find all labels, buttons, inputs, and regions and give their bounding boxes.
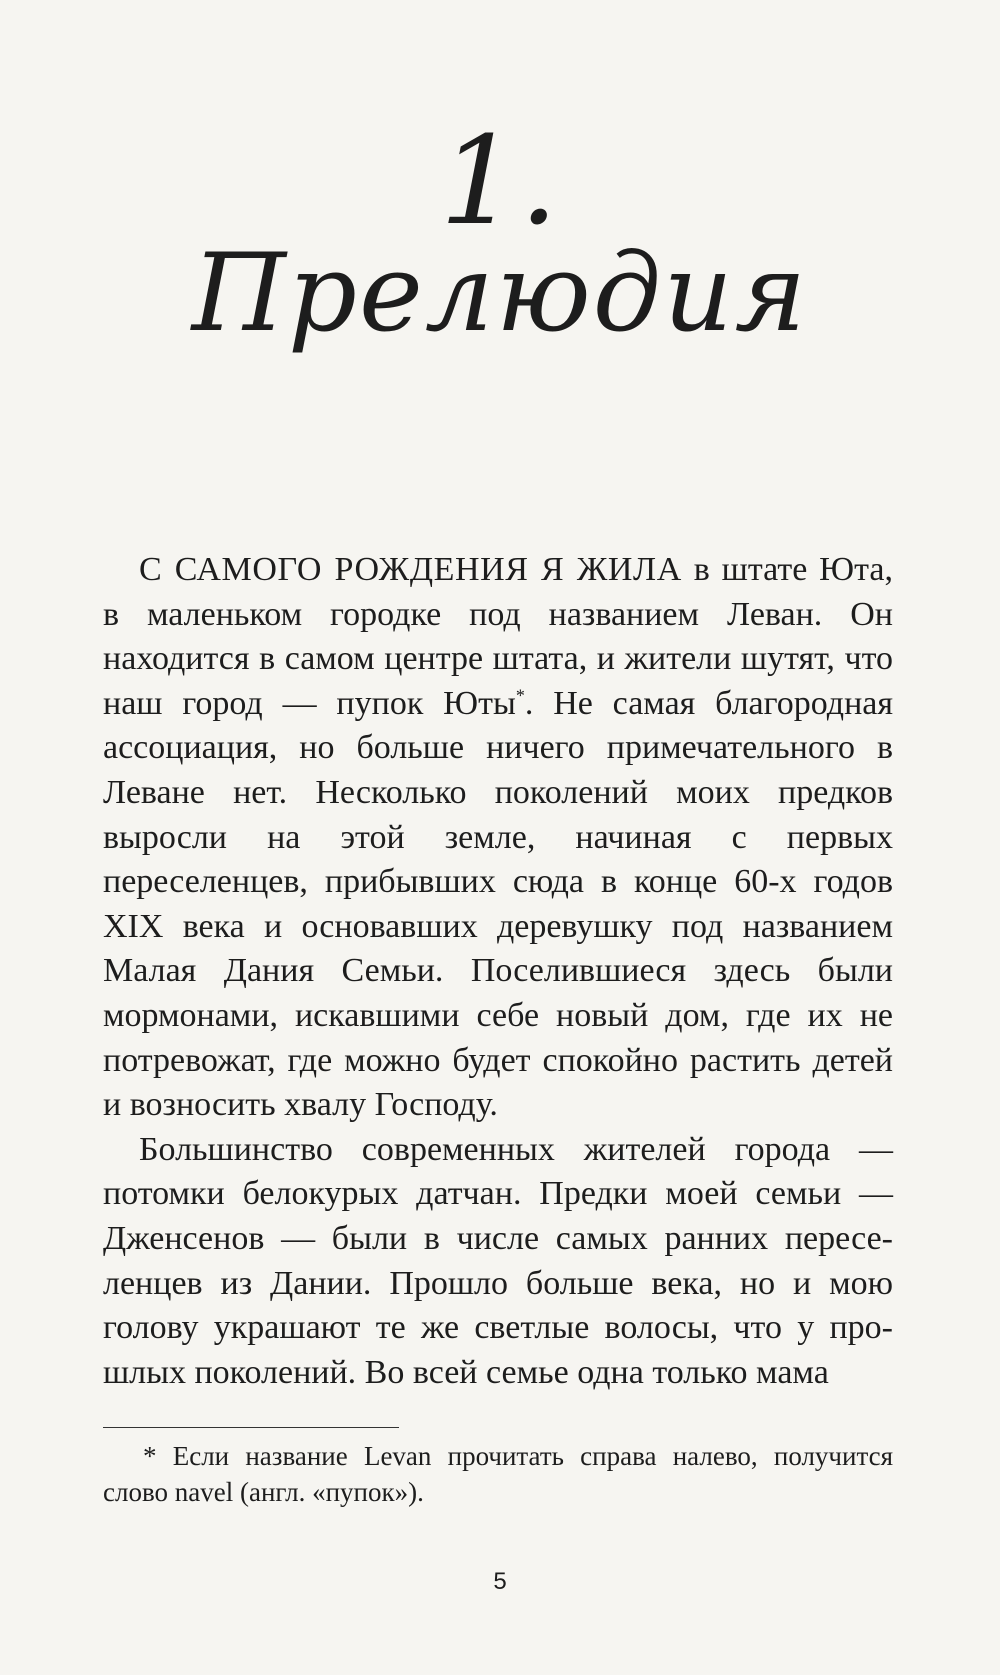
opening-smallcaps: С САМОГО РОЖДЕНИЯ Я ЖИЛА [139,551,682,588]
footnote-divider [103,1427,399,1428]
footnote: * Если название Levan прочитать справа налево, получится слово navel (англ. «пупок»). [103,1441,893,1507]
paragraph-1-part-1: в штате Юта, в маленьком городке под названием Леван. Он находится в самом центре штата, и жители шутят, что наш город — пупок Юты [103,551,893,722]
chapter-title: Прелюдия [191,231,809,356]
page-number: 5 [493,1568,507,1595]
footnote-marker: * [515,685,525,706]
paragraph-1 [103,548,893,1128]
chapter-number: 1. [439,110,561,252]
body-text [103,548,893,1395]
paragraph-1-part-2: . Не самая благородная ассоциация, но больше ничего примечательного в Леване нет. Несколько поколений моих предков выросли на этой земле, начиная с первых переселенцев, прибывших сюда в конце 60-х годов XIX века и основавших деревушку под названием Малая Дания Семьи. Поселившиеся здесь были мормонами, искавшими себе новый дом, где их не потревожат, где можно будет спокойно растить детей и возносить хвалу Господу. [103,684,893,1124]
paragraph-2: Большинство современных жителей города — потомки белокурых датчан. Предки моей семьи — Дженсенов — были в числе самых ранних переселенцев из Дании. Прошло больше века, но и мою голову украшают те же светлые волосы, что у прошлых поколений. Во всей семье одна только мама [103,1130,893,1391]
